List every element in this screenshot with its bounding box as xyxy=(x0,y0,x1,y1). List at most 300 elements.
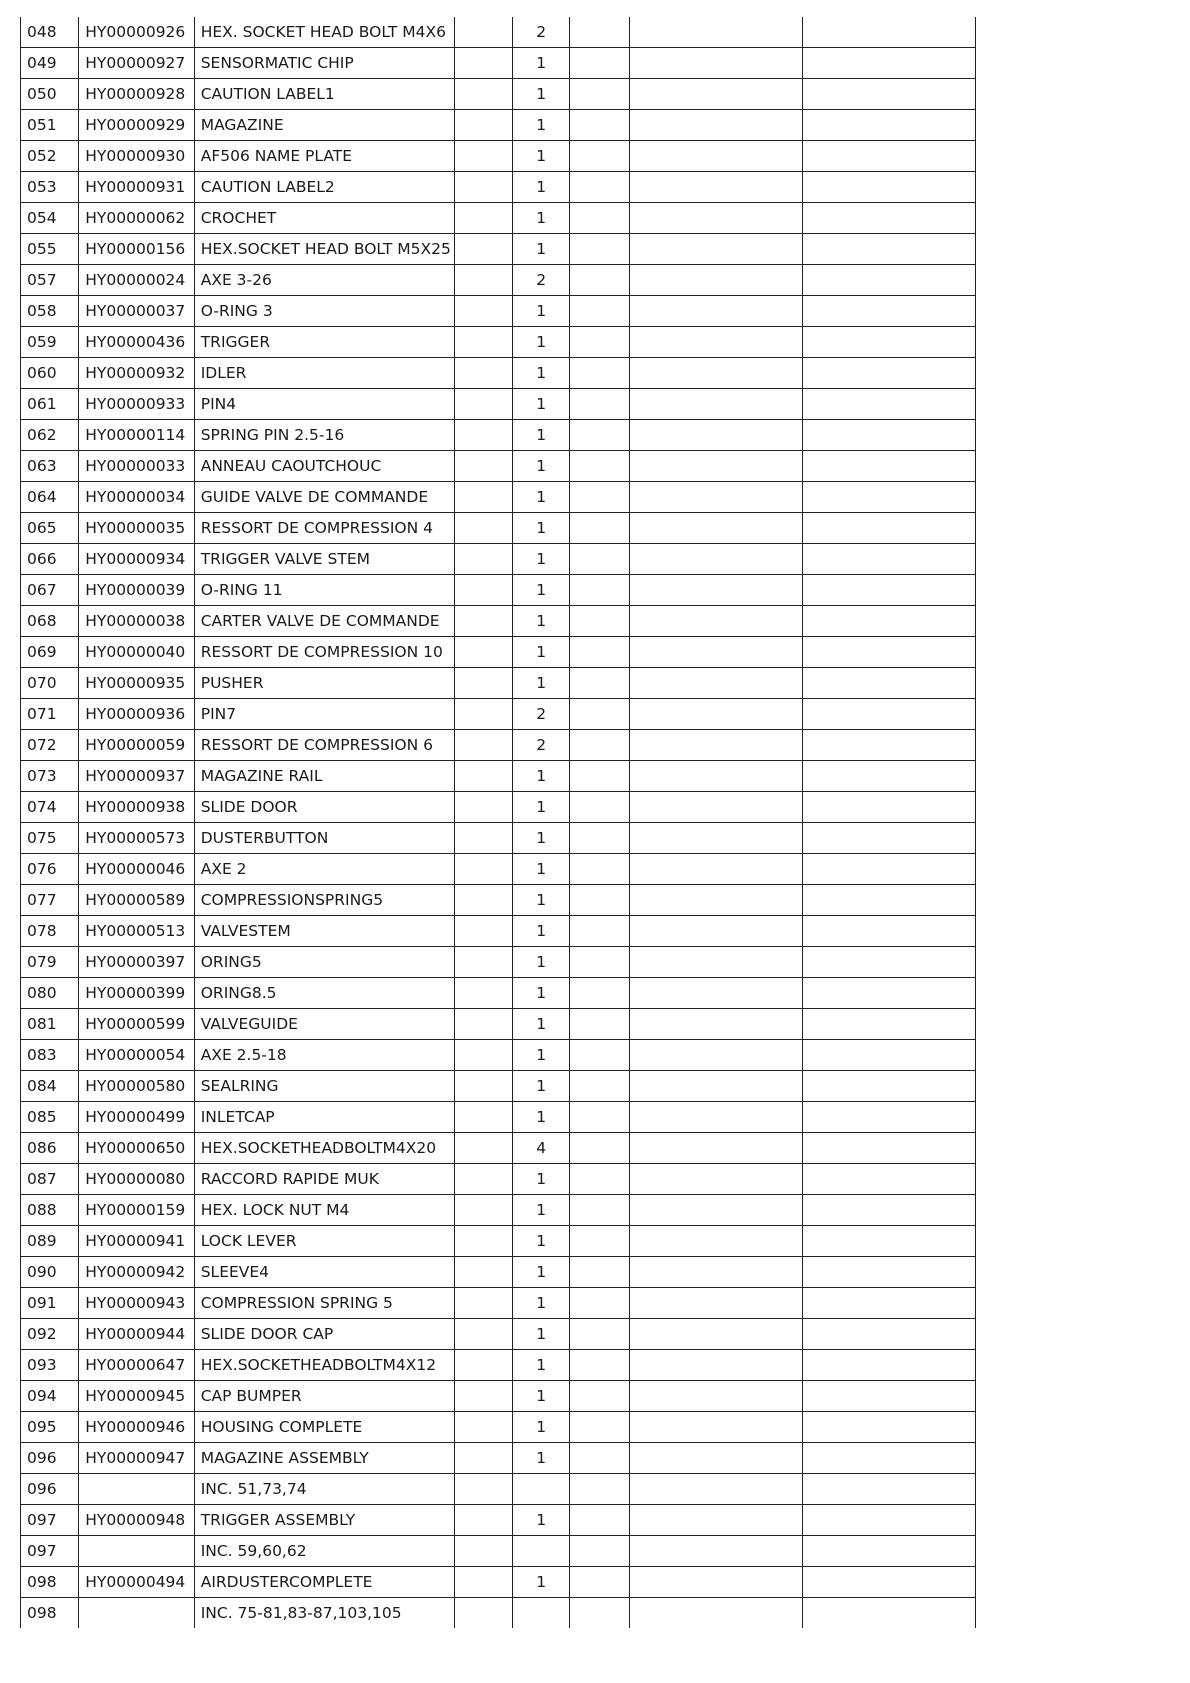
quantity-cell: 1 xyxy=(513,1412,570,1443)
empty-cell xyxy=(570,141,629,172)
table-row xyxy=(21,978,976,1009)
part-code-cell: HY00000650 xyxy=(79,1133,194,1164)
description-cell: SLIDE DOOR CAP xyxy=(194,1319,454,1350)
quantity-cell: 1 xyxy=(513,823,570,854)
description-cell: MAGAZINE RAIL xyxy=(194,761,454,792)
empty-cell xyxy=(570,265,629,296)
part-code-cell: HY00000948 xyxy=(79,1505,194,1536)
quantity-cell: 1 xyxy=(513,885,570,916)
part-code-cell: HY00000599 xyxy=(79,1009,194,1040)
empty-cell xyxy=(570,1257,629,1288)
empty-cell xyxy=(454,17,512,48)
part-code-cell: HY00000933 xyxy=(79,389,194,420)
part-code-cell: HY00000932 xyxy=(79,358,194,389)
empty-cell xyxy=(570,1040,629,1071)
description-cell: ORING8.5 xyxy=(194,978,454,1009)
part-code-cell: HY00000033 xyxy=(79,451,194,482)
part-code-cell: HY00000059 xyxy=(79,730,194,761)
empty-cell xyxy=(629,854,803,885)
quantity-cell: 1 xyxy=(513,513,570,544)
description-cell: AXE 2.5-18 xyxy=(194,1040,454,1071)
empty-cell xyxy=(454,296,512,327)
quantity-cell: 1 xyxy=(513,451,570,482)
part-code-cell: HY00000499 xyxy=(79,1102,194,1133)
table-row xyxy=(21,637,976,668)
item-number-cell: 059 xyxy=(21,327,79,358)
empty-cell xyxy=(803,110,976,141)
quantity-cell: 1 xyxy=(513,79,570,110)
empty-cell xyxy=(803,48,976,79)
quantity-cell: 1 xyxy=(513,203,570,234)
empty-cell xyxy=(454,110,512,141)
description-cell: O-RING 11 xyxy=(194,575,454,606)
empty-cell xyxy=(570,637,629,668)
quantity-cell: 1 xyxy=(513,1257,570,1288)
empty-cell xyxy=(629,265,803,296)
part-code-cell: HY00000935 xyxy=(79,668,194,699)
quantity-cell: 2 xyxy=(513,265,570,296)
quantity-cell: 1 xyxy=(513,482,570,513)
empty-cell xyxy=(629,1443,803,1474)
table-row xyxy=(21,668,976,699)
description-cell: INC. 75-81,83-87,103,105 xyxy=(194,1598,454,1629)
empty-cell xyxy=(454,79,512,110)
description-cell: HEX.SOCKETHEADBOLTM4X12 xyxy=(194,1350,454,1381)
part-code-cell: HY00000038 xyxy=(79,606,194,637)
empty-cell xyxy=(454,1381,512,1412)
description-cell: VALVEGUIDE xyxy=(194,1009,454,1040)
empty-cell xyxy=(570,544,629,575)
item-number-cell: 077 xyxy=(21,885,79,916)
item-number-cell: 080 xyxy=(21,978,79,1009)
item-number-cell: 096 xyxy=(21,1443,79,1474)
empty-cell xyxy=(803,978,976,1009)
part-code-cell xyxy=(79,1474,194,1505)
empty-cell xyxy=(803,420,976,451)
quantity-cell: 1 xyxy=(513,234,570,265)
empty-cell xyxy=(803,761,976,792)
item-number-cell: 063 xyxy=(21,451,79,482)
empty-cell xyxy=(570,1226,629,1257)
empty-cell xyxy=(570,916,629,947)
empty-cell xyxy=(803,1288,976,1319)
empty-cell xyxy=(803,451,976,482)
quantity-cell: 4 xyxy=(513,1133,570,1164)
empty-cell xyxy=(570,606,629,637)
description-cell: SLEEVE4 xyxy=(194,1257,454,1288)
empty-cell xyxy=(629,234,803,265)
part-code-cell: HY00000938 xyxy=(79,792,194,823)
quantity-cell: 1 xyxy=(513,1226,570,1257)
item-number-cell: 084 xyxy=(21,1071,79,1102)
part-code-cell: HY00000934 xyxy=(79,544,194,575)
table-row xyxy=(21,389,976,420)
empty-cell xyxy=(629,17,803,48)
description-cell: CROCHET xyxy=(194,203,454,234)
empty-cell xyxy=(454,730,512,761)
item-number-cell: 050 xyxy=(21,79,79,110)
item-number-cell: 066 xyxy=(21,544,79,575)
description-cell: LOCK LEVER xyxy=(194,1226,454,1257)
item-number-cell: 048 xyxy=(21,17,79,48)
empty-cell xyxy=(570,1195,629,1226)
quantity-cell: 1 xyxy=(513,48,570,79)
empty-cell xyxy=(803,1412,976,1443)
empty-cell xyxy=(454,916,512,947)
empty-cell xyxy=(803,482,976,513)
quantity-cell: 1 xyxy=(513,1381,570,1412)
item-number-cell: 075 xyxy=(21,823,79,854)
item-number-cell: 049 xyxy=(21,48,79,79)
table-row xyxy=(21,699,976,730)
quantity-cell xyxy=(513,1536,570,1567)
empty-cell xyxy=(803,854,976,885)
table-row xyxy=(21,854,976,885)
empty-cell xyxy=(570,1443,629,1474)
empty-cell xyxy=(803,1257,976,1288)
empty-cell xyxy=(570,48,629,79)
table-row xyxy=(21,1443,976,1474)
empty-cell xyxy=(570,420,629,451)
quantity-cell: 1 xyxy=(513,916,570,947)
empty-cell xyxy=(570,1164,629,1195)
description-cell: SEALRING xyxy=(194,1071,454,1102)
quantity-cell: 1 xyxy=(513,1288,570,1319)
empty-cell xyxy=(803,1071,976,1102)
description-cell: INLETCAP xyxy=(194,1102,454,1133)
empty-cell xyxy=(803,1195,976,1226)
empty-cell xyxy=(454,327,512,358)
item-number-cell: 076 xyxy=(21,854,79,885)
empty-cell xyxy=(803,1040,976,1071)
empty-cell xyxy=(570,1505,629,1536)
empty-cell xyxy=(454,172,512,203)
empty-cell xyxy=(629,544,803,575)
empty-cell xyxy=(629,327,803,358)
part-code-cell: HY00000580 xyxy=(79,1071,194,1102)
table-row xyxy=(21,1536,976,1567)
table-row xyxy=(21,172,976,203)
empty-cell xyxy=(454,420,512,451)
empty-cell xyxy=(803,79,976,110)
description-cell: COMPRESSIONSPRING5 xyxy=(194,885,454,916)
part-code-cell: HY00000930 xyxy=(79,141,194,172)
description-cell: CAUTION LABEL2 xyxy=(194,172,454,203)
empty-cell xyxy=(629,730,803,761)
empty-cell xyxy=(454,48,512,79)
empty-cell xyxy=(454,854,512,885)
item-number-cell: 097 xyxy=(21,1536,79,1567)
description-cell: AXE 2 xyxy=(194,854,454,885)
quantity-cell: 1 xyxy=(513,420,570,451)
quantity-cell: 1 xyxy=(513,327,570,358)
empty-cell xyxy=(803,606,976,637)
table-row xyxy=(21,1133,976,1164)
empty-cell xyxy=(629,1133,803,1164)
empty-cell xyxy=(454,947,512,978)
table-row xyxy=(21,1412,976,1443)
empty-cell xyxy=(454,668,512,699)
parts-table xyxy=(20,17,976,1628)
part-code-cell: HY00000039 xyxy=(79,575,194,606)
empty-cell xyxy=(629,1319,803,1350)
quantity-cell: 1 xyxy=(513,141,570,172)
description-cell: INC. 51,73,74 xyxy=(194,1474,454,1505)
empty-cell xyxy=(629,1040,803,1071)
empty-cell xyxy=(629,1350,803,1381)
empty-cell xyxy=(803,1133,976,1164)
item-number-cell: 090 xyxy=(21,1257,79,1288)
table-row xyxy=(21,265,976,296)
part-code-cell: HY00000937 xyxy=(79,761,194,792)
empty-cell xyxy=(454,1257,512,1288)
empty-cell xyxy=(629,141,803,172)
description-cell: IDLER xyxy=(194,358,454,389)
empty-cell xyxy=(629,885,803,916)
empty-cell xyxy=(454,761,512,792)
empty-cell xyxy=(629,1226,803,1257)
empty-cell xyxy=(570,1598,629,1629)
quantity-cell: 1 xyxy=(513,575,570,606)
empty-cell xyxy=(454,1474,512,1505)
description-cell: HEX.SOCKETHEADBOLTM4X20 xyxy=(194,1133,454,1164)
item-number-cell: 098 xyxy=(21,1598,79,1629)
part-code-cell: HY00000156 xyxy=(79,234,194,265)
empty-cell xyxy=(454,637,512,668)
item-number-cell: 071 xyxy=(21,699,79,730)
table-row xyxy=(21,420,976,451)
part-code-cell: HY00000035 xyxy=(79,513,194,544)
table-row xyxy=(21,17,976,48)
part-code-cell: HY00000942 xyxy=(79,1257,194,1288)
description-cell: HEX. SOCKET HEAD BOLT M4X6 xyxy=(194,17,454,48)
empty-cell xyxy=(454,1412,512,1443)
empty-cell xyxy=(629,389,803,420)
quantity-cell: 1 xyxy=(513,1102,570,1133)
quantity-cell: 1 xyxy=(513,1040,570,1071)
empty-cell xyxy=(454,451,512,482)
empty-cell xyxy=(629,1195,803,1226)
empty-cell xyxy=(803,1009,976,1040)
item-number-cell: 087 xyxy=(21,1164,79,1195)
empty-cell xyxy=(570,172,629,203)
empty-cell xyxy=(803,358,976,389)
empty-cell xyxy=(454,1536,512,1567)
empty-cell xyxy=(454,1133,512,1164)
quantity-cell: 1 xyxy=(513,947,570,978)
empty-cell xyxy=(629,110,803,141)
empty-cell xyxy=(803,823,976,854)
quantity-cell: 1 xyxy=(513,1567,570,1598)
part-code-cell: HY00000037 xyxy=(79,296,194,327)
empty-cell xyxy=(803,17,976,48)
empty-cell xyxy=(454,1288,512,1319)
description-cell: DUSTERBUTTON xyxy=(194,823,454,854)
empty-cell xyxy=(803,916,976,947)
item-number-cell: 055 xyxy=(21,234,79,265)
part-code-cell: HY00000589 xyxy=(79,885,194,916)
table-row xyxy=(21,1598,976,1629)
table-row xyxy=(21,1226,976,1257)
empty-cell xyxy=(803,1536,976,1567)
empty-cell xyxy=(629,1536,803,1567)
empty-cell xyxy=(454,606,512,637)
empty-cell xyxy=(570,1071,629,1102)
empty-cell xyxy=(803,296,976,327)
quantity-cell: 2 xyxy=(513,730,570,761)
table-row xyxy=(21,296,976,327)
empty-cell xyxy=(629,637,803,668)
empty-cell xyxy=(803,1381,976,1412)
quantity-cell: 1 xyxy=(513,1505,570,1536)
item-number-cell: 070 xyxy=(21,668,79,699)
empty-cell xyxy=(570,1567,629,1598)
table-row xyxy=(21,1102,976,1133)
description-cell: CAP BUMPER xyxy=(194,1381,454,1412)
item-number-cell: 092 xyxy=(21,1319,79,1350)
empty-cell xyxy=(570,1288,629,1319)
description-cell: INC. 59,60,62 xyxy=(194,1536,454,1567)
quantity-cell: 1 xyxy=(513,606,570,637)
description-cell: PIN4 xyxy=(194,389,454,420)
table-row xyxy=(21,79,976,110)
empty-cell xyxy=(629,172,803,203)
empty-cell xyxy=(454,1319,512,1350)
empty-cell xyxy=(629,482,803,513)
empty-cell xyxy=(629,823,803,854)
empty-cell xyxy=(454,792,512,823)
quantity-cell: 1 xyxy=(513,1350,570,1381)
part-code-cell: HY00000436 xyxy=(79,327,194,358)
item-number-cell: 094 xyxy=(21,1381,79,1412)
part-code-cell: HY00000114 xyxy=(79,420,194,451)
table-row xyxy=(21,606,976,637)
table-row xyxy=(21,1288,976,1319)
part-code-cell: HY00000062 xyxy=(79,203,194,234)
table-row xyxy=(21,1350,976,1381)
empty-cell xyxy=(629,1474,803,1505)
empty-cell xyxy=(570,978,629,1009)
description-cell: CAUTION LABEL1 xyxy=(194,79,454,110)
empty-cell xyxy=(629,48,803,79)
description-cell: CARTER VALVE DE COMMANDE xyxy=(194,606,454,637)
quantity-cell: 2 xyxy=(513,17,570,48)
part-code-cell: HY00000054 xyxy=(79,1040,194,1071)
part-code-cell xyxy=(79,1598,194,1629)
table-row xyxy=(21,761,976,792)
item-number-cell: 081 xyxy=(21,1009,79,1040)
description-cell: MAGAZINE xyxy=(194,110,454,141)
empty-cell xyxy=(629,1009,803,1040)
part-code-cell: HY00000936 xyxy=(79,699,194,730)
empty-cell xyxy=(454,1350,512,1381)
part-code-cell: HY00000024 xyxy=(79,265,194,296)
empty-cell xyxy=(803,1443,976,1474)
part-code-cell: HY00000397 xyxy=(79,947,194,978)
quantity-cell: 1 xyxy=(513,296,570,327)
description-cell: HOUSING COMPLETE xyxy=(194,1412,454,1443)
table-row xyxy=(21,1164,976,1195)
empty-cell xyxy=(454,1598,512,1629)
empty-cell xyxy=(454,1164,512,1195)
empty-cell xyxy=(570,1102,629,1133)
quantity-cell xyxy=(513,1598,570,1629)
part-code-cell: HY00000040 xyxy=(79,637,194,668)
item-number-cell: 079 xyxy=(21,947,79,978)
description-cell: TRIGGER xyxy=(194,327,454,358)
empty-cell xyxy=(803,513,976,544)
empty-cell xyxy=(454,1443,512,1474)
table-row xyxy=(21,1319,976,1350)
quantity-cell: 1 xyxy=(513,854,570,885)
table-row xyxy=(21,1474,976,1505)
empty-cell xyxy=(803,1567,976,1598)
empty-cell xyxy=(803,544,976,575)
empty-cell xyxy=(570,854,629,885)
quantity-cell: 1 xyxy=(513,544,570,575)
item-number-cell: 068 xyxy=(21,606,79,637)
empty-cell xyxy=(454,1195,512,1226)
empty-cell xyxy=(570,1536,629,1567)
description-cell: RESSORT DE COMPRESSION 6 xyxy=(194,730,454,761)
empty-cell xyxy=(803,1505,976,1536)
empty-cell xyxy=(570,575,629,606)
part-code-cell xyxy=(79,1536,194,1567)
empty-cell xyxy=(454,1040,512,1071)
part-code-cell: HY00000946 xyxy=(79,1412,194,1443)
item-number-cell: 091 xyxy=(21,1288,79,1319)
part-code-cell: HY00000947 xyxy=(79,1443,194,1474)
description-cell: RESSORT DE COMPRESSION 10 xyxy=(194,637,454,668)
empty-cell xyxy=(570,1133,629,1164)
item-number-cell: 051 xyxy=(21,110,79,141)
item-number-cell: 069 xyxy=(21,637,79,668)
empty-cell xyxy=(803,203,976,234)
part-code-cell: HY00000945 xyxy=(79,1381,194,1412)
quantity-cell: 1 xyxy=(513,172,570,203)
item-number-cell: 086 xyxy=(21,1133,79,1164)
empty-cell xyxy=(803,668,976,699)
item-number-cell: 096 xyxy=(21,1474,79,1505)
part-code-cell: HY00000513 xyxy=(79,916,194,947)
quantity-cell: 1 xyxy=(513,1009,570,1040)
table-row xyxy=(21,451,976,482)
empty-cell xyxy=(570,1412,629,1443)
quantity-cell xyxy=(513,1474,570,1505)
item-number-cell: 062 xyxy=(21,420,79,451)
description-cell: RACCORD RAPIDE MUK xyxy=(194,1164,454,1195)
item-number-cell: 065 xyxy=(21,513,79,544)
item-number-cell: 088 xyxy=(21,1195,79,1226)
table-row xyxy=(21,203,976,234)
item-number-cell: 053 xyxy=(21,172,79,203)
empty-cell xyxy=(803,575,976,606)
empty-cell xyxy=(570,1381,629,1412)
description-cell: HEX.SOCKET HEAD BOLT M5X25 xyxy=(194,234,454,265)
empty-cell xyxy=(454,1505,512,1536)
empty-cell xyxy=(803,172,976,203)
empty-cell xyxy=(570,17,629,48)
table-row xyxy=(21,1381,976,1412)
empty-cell xyxy=(454,265,512,296)
table-row xyxy=(21,1040,976,1071)
item-number-cell: 064 xyxy=(21,482,79,513)
item-number-cell: 098 xyxy=(21,1567,79,1598)
empty-cell xyxy=(570,203,629,234)
item-number-cell: 061 xyxy=(21,389,79,420)
description-cell: PIN7 xyxy=(194,699,454,730)
empty-cell xyxy=(570,792,629,823)
